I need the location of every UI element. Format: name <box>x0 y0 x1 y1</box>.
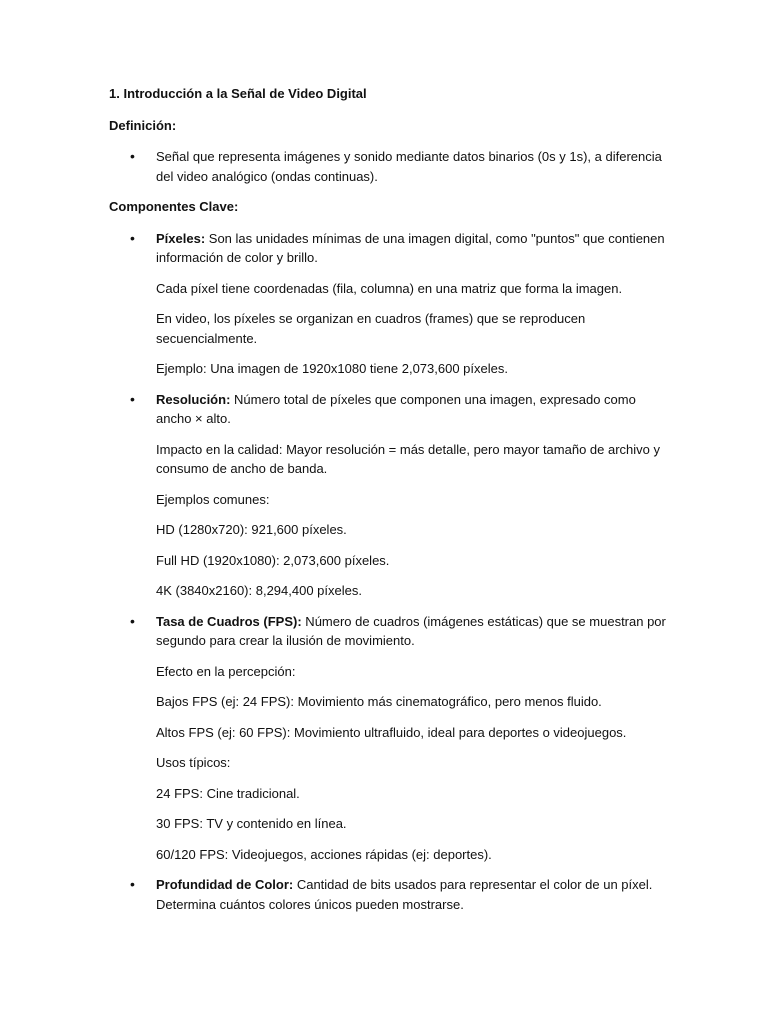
pixels-sub-2: Ejemplo: Una imagen de 1920x1080 tiene 2,073,600 píxeles. <box>156 361 508 376</box>
fps-desc: Número de cuadros (imágenes estáticas) que se muestran por segundo para crear la ilusión de movimiento. <box>156 613 666 648</box>
bullet-icon: • <box>130 390 135 407</box>
section-title: 1. Introducción a la Señal de Video Digital <box>109 86 367 101</box>
definition-text: Señal que representa imágenes y sonido mediante datos binarios (0s y 1s), a diferencia del video analógico (ondas continuas). <box>156 149 662 184</box>
fps-sub-4: 24 FPS: Cine tradicional. <box>156 785 300 801</box>
pixels-sub-1: En video, los píxeles se organizan en cuadros (frames) que se reproducen secuencialmente. <box>156 311 586 346</box>
bullet-icon: • <box>130 148 135 164</box>
color-depth-bullet <box>109 875 669 914</box>
resolution-sub-2: HD (1280x720): 921,600 píxeles. <box>156 522 347 537</box>
bullet-icon: • <box>130 876 135 892</box>
pixels-bullet <box>109 229 669 268</box>
resolution-sub-0: Impacto en la calidad: Mayor resolución = más detalle, pero mayor tamaño de archivo y consumo de ancho de banda. <box>156 441 661 476</box>
resolution-desc: Número total de píxeles que componen una imagen, expresado como ancho × alto. <box>156 391 636 426</box>
bullet-icon: • <box>130 612 135 629</box>
resolution-term: Resolución: <box>156 391 231 407</box>
fps-sub-6: 60/120 FPS: Videojuegos, acciones rápidas (ej: deportes). <box>156 846 492 862</box>
color-depth-term: Profundidad de Color: <box>156 877 294 892</box>
resolution-sub-3: Full HD (1920x1080): 2,073,600 píxeles. <box>156 552 390 568</box>
bullet-icon: • <box>130 229 135 246</box>
resolution-sub-4: 4K (3840x2160): 8,294,400 píxeles. <box>156 583 362 598</box>
components-heading: Componentes Clave: <box>109 199 239 214</box>
pixels-sub-0: Cada píxel tiene coordenadas (fila, columna) en una matriz que forma la imagen. <box>156 280 623 296</box>
definition-bullet <box>109 147 669 186</box>
color-depth-desc: Cantidad de bits usados para representar el color de un píxel. Determina cuántos colores únicos pueden mostrarse. <box>156 877 653 912</box>
fps-sub-2: Altos FPS (ej: 60 FPS): Movimiento ultrafluido, ideal para deportes o videojuegos. <box>156 724 627 740</box>
resolution-sub-1: Ejemplos comunes: <box>156 491 270 507</box>
fps-sub-1: Bajos FPS (ej: 24 FPS): Movimiento más cinematográfico, pero menos fluido. <box>156 694 602 709</box>
fps-term: Tasa de Cuadros (FPS): <box>156 613 302 629</box>
fps-sub-0: Efecto en la percepción: <box>156 663 296 679</box>
definition-heading: Definición: <box>109 117 177 133</box>
fps-sub-3: Usos típicos: <box>156 755 231 770</box>
resolution-bullet <box>109 390 669 429</box>
fps-bullet <box>109 612 669 651</box>
fps-sub-5: 30 FPS: TV y contenido en línea. <box>156 816 347 831</box>
pixels-desc: Son las unidades mínimas de una imagen digital, como "puntos" que contienen información de color y brillo. <box>156 230 665 265</box>
pixels-term: Píxeles: <box>156 230 206 246</box>
document-page <box>109 84 669 925</box>
